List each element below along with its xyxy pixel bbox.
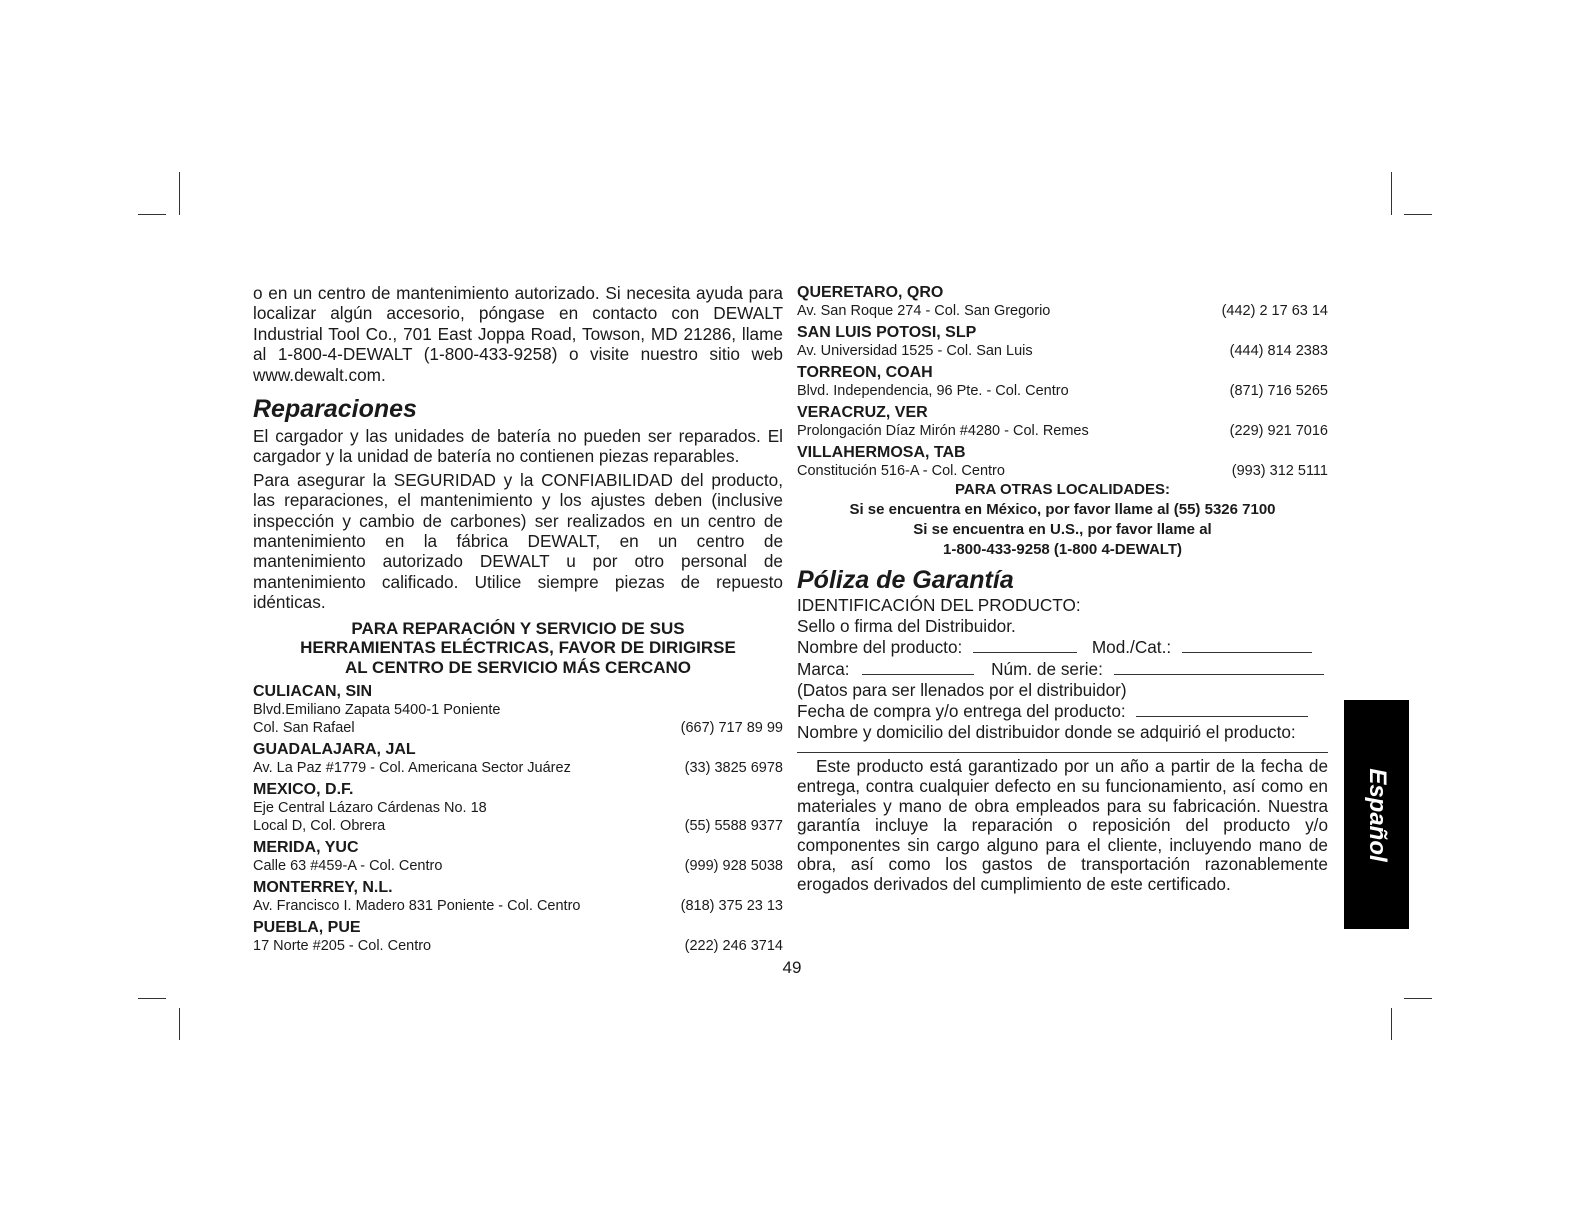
service-center-phone: (229) 921 7016 <box>1229 423 1328 439</box>
service-center-address: Av. La Paz #1779 - Col. Americana Sector Juárez <box>253 760 571 777</box>
address-row <box>253 799 783 817</box>
service-center-address: Constitución 516-A - Col. Centro <box>797 463 1005 479</box>
service-center-address: 17 Norte #205 - Col. Centro <box>253 938 432 955</box>
address-row <box>797 342 1328 360</box>
distributor-address-label: Nombre y domicilio del distribuidor donde se adquirió el producto: <box>797 722 1296 743</box>
service-center-city: VILLAHERMOSA, TAB <box>797 444 966 461</box>
serial-label: Núm. de serie: <box>991 658 1103 679</box>
product-name-label: Nombre del producto: <box>797 637 963 658</box>
other-locations-line: PARA OTRAS LOCALIDADES: <box>955 481 1170 498</box>
address-row <box>253 897 783 915</box>
service-center-address: Local D, Col. Obrera <box>253 818 386 835</box>
service-notice-line: PARA REPARACIÓN Y SERVICIO DE SUS <box>351 618 685 638</box>
page-number: 49 <box>782 958 802 977</box>
product-model-row <box>797 637 1328 658</box>
warranty-paragraph: Este producto está garantizado por un año a partir de la fecha de entrega, contra cualquier defecto en su funcionamiento, así como en materiales y mano de obra empleados para su fabricación. Nuestra garantía incluye la reparación o reposición del producto y/o componentes sin cargo alguno para el cliente, incluyendo mano de obra, así como los gastos de transportación razonablemente erogados derivados del cumplimiento de este certificado. <box>797 756 1328 894</box>
model-field[interactable] <box>1182 638 1312 653</box>
service-center-list <box>797 283 1328 480</box>
crop-mark-br-horizontal <box>1404 998 1432 999</box>
address-row <box>797 462 1328 480</box>
distributor-seal-label: Sello o firma del Distribuidor. <box>797 616 1016 637</box>
service-center-city: TORREON, COAH <box>797 364 933 381</box>
service-center-address: Av. Universidad 1525 - Col. San Luis <box>797 343 1033 359</box>
service-center <box>253 878 783 915</box>
right-column <box>797 283 1328 895</box>
service-center-city: GUADALAJARA, JAL <box>253 741 416 759</box>
service-center-phone: (33) 3825 6978 <box>684 760 783 777</box>
brand-serial-row <box>797 659 1328 680</box>
service-center-phone: (871) 716 5265 <box>1229 383 1328 399</box>
purchase-date-label: Fecha de compra y/o entrega del producto: <box>797 701 1126 722</box>
address-row <box>253 817 783 835</box>
service-center <box>253 838 783 875</box>
service-center-phone: (667) 717 89 99 <box>680 720 783 737</box>
service-center <box>797 323 1328 360</box>
purchase-date-field[interactable] <box>1136 702 1308 717</box>
address-row <box>797 422 1328 440</box>
service-center-city: PUEBLA, PUE <box>253 919 361 937</box>
model-label: Mod./Cat.: <box>1091 637 1172 658</box>
product-id-label: IDENTIFICACIÓN DEL PRODUCTO: <box>797 595 1081 615</box>
service-center-phone: (444) 814 2383 <box>1229 343 1328 359</box>
service-center-city: MERIDA, YUC <box>253 839 359 857</box>
crop-mark-tr-horizontal <box>1404 214 1432 215</box>
crop-mark-tl-horizontal <box>138 214 166 215</box>
address-row <box>253 701 783 719</box>
repairs-paragraph-2: Para asegurar la SEGURIDAD y la CONFIABILIDAD del producto, las reparaciones, el mantenimiento y los ajustes deben (inclusive inspección y cambio de carbones) ser realizados en un centro de mantenimiento en la fábrica DEWALT, en un centro de mantenimiento autorizado DEWALT u por otro personal de mantenimiento calificado. Utilice siempre piezas de repuesto idénticas. <box>253 469 783 613</box>
service-center-phone: (55) 5588 9377 <box>684 818 783 835</box>
service-center-phone: (993) 312 5111 <box>1231 463 1328 479</box>
service-notice <box>253 619 783 678</box>
service-center <box>797 443 1328 480</box>
service-center-phone: (818) 375 23 13 <box>680 898 783 915</box>
address-row <box>797 382 1328 400</box>
address-row <box>253 719 783 737</box>
service-notice-line: AL CENTRO DE SERVICIO MÁS CERCANO <box>344 657 692 677</box>
product-name-field[interactable] <box>973 638 1077 653</box>
brand-label: Marca: <box>797 658 850 679</box>
intro-paragraph: o en un centro de mantenimiento autorizado. Si necesita ayuda para localizar algún accesorio, póngase en contacto con DEWALT Industrial Tool Co., 701 East Joppa Road, Towson, MD 21286, llame al 1-800-4-DEWALT (1-800-433-9258) o visite nuestro sitio web www.dewalt.com. <box>253 283 783 385</box>
warranty-form <box>797 595 1328 753</box>
service-center-city: CULIACAN, SIN <box>253 683 373 701</box>
service-center-address: Calle 63 #459-A - Col. Centro <box>253 858 443 875</box>
address-row <box>253 759 783 777</box>
service-center <box>797 403 1328 440</box>
service-center <box>797 283 1328 320</box>
language-tab <box>1344 700 1409 929</box>
service-center-address: Eje Central Lázaro Cárdenas No. 18 <box>253 800 487 817</box>
service-center-phone: (999) 928 5038 <box>684 858 783 875</box>
distributor-address-field[interactable] <box>797 752 1328 753</box>
other-locations-line: Si se encuentra en México, por favor llame al (55) 5326 7100 <box>849 501 1276 518</box>
repairs-paragraph-1: El cargador y las unidades de batería no pueden ser reparados. El cargador y la unidad de batería no contienen piezas reparables. <box>253 426 783 467</box>
crop-mark-tr-vertical <box>1391 172 1392 215</box>
distributor-note: (Datos para ser llenados por el distribuidor) <box>797 679 1127 700</box>
serial-field[interactable] <box>1114 660 1324 675</box>
crop-mark-bl-horizontal <box>138 998 166 999</box>
service-center-city: SAN LUIS POTOSI, SLP <box>797 324 977 341</box>
address-row <box>253 937 783 955</box>
left-column <box>253 283 783 955</box>
warranty-heading: Póliza de Garantía <box>797 566 1014 594</box>
service-center-address: Col. San Rafael <box>253 720 355 737</box>
service-center-address: Blvd.Emiliano Zapata 5400-1 Poniente <box>253 702 501 719</box>
crop-mark-br-vertical <box>1391 1008 1392 1040</box>
service-center-city: QUERETARO, QRO <box>797 284 944 301</box>
service-center-address: Av. San Roque 274 - Col. San Gregorio <box>797 303 1051 319</box>
service-center <box>253 780 783 835</box>
crop-mark-tl-vertical <box>179 172 180 215</box>
service-center-address: Blvd. Independencia, 96 Pte. - Col. Centro <box>797 383 1069 399</box>
crop-mark-bl-vertical <box>179 1008 180 1040</box>
service-notice-line: HERRAMIENTAS ELÉCTRICAS, FAVOR DE DIRIGIRSE <box>300 638 736 658</box>
repairs-heading: Reparaciones <box>253 395 417 424</box>
service-center <box>253 740 783 777</box>
service-center-list <box>253 682 783 955</box>
other-locations-line: 1-800-433-9258 (1-800 4-DEWALT) <box>943 541 1182 558</box>
service-center <box>253 682 783 737</box>
service-center <box>253 918 783 955</box>
language-tab-label: Español <box>1363 767 1391 862</box>
service-center-phone: (442) 2 17 63 14 <box>1221 303 1328 319</box>
other-locations-notice <box>797 480 1328 560</box>
service-center-address: Av. Francisco I. Madero 831 Poniente - Col. Centro <box>253 898 581 915</box>
purchase-date-row <box>797 701 1328 722</box>
address-row <box>253 857 783 875</box>
address-row <box>797 302 1328 320</box>
service-center-city: MONTERREY, N.L. <box>253 879 393 897</box>
service-center-phone: (222) 246 3714 <box>684 938 783 955</box>
service-center-address: Prolongación Díaz Mirón #4280 - Col. Remes <box>797 423 1089 439</box>
brand-field[interactable] <box>862 660 974 675</box>
other-locations-line: Si se encuentra en U.S., por favor llame al <box>913 521 1212 538</box>
service-center <box>797 363 1328 400</box>
service-center-city: VERACRUZ, VER <box>797 404 928 421</box>
service-center-city: MEXICO, D.F. <box>253 781 354 799</box>
